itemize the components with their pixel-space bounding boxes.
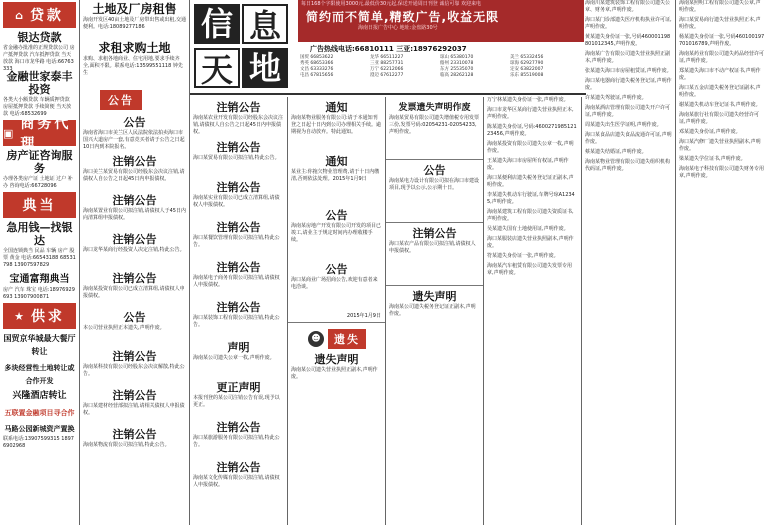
notice-title: 注销公告 xyxy=(216,141,261,154)
branch-phone: 秀英 68653366 xyxy=(300,61,334,66)
lost-notice: 黄某遗失身份证一张,号码460001198801012345,声明作废。 xyxy=(585,34,671,47)
lost-notice: 许某遗失驾驶证,声明作废。 xyxy=(585,95,647,101)
lost-notice: 海口某贸易商行遗失营业执照正本,声明作废。 xyxy=(679,17,761,30)
ad-title: 金融世家泰丰投资 xyxy=(6,70,73,96)
notice-title: 注销公告 xyxy=(216,261,261,274)
notice-body: 海南某投资有限公司已成立清算组,请债权人申报债权。 xyxy=(83,286,185,299)
notice-body: 海口美兰某贸易有限公司经股东会决议注销,请债权人自公告之日起45日内申报债权。 xyxy=(83,169,185,182)
lost-notice: 邓某遗失身份证,声明作废。 xyxy=(679,129,741,135)
branch-phone: 美兰 65332456 xyxy=(510,55,544,60)
ad-title: 银达贷款 xyxy=(17,31,62,44)
notice-title: 更正声明 xyxy=(216,381,261,394)
ad-title: 兴隆酒店转让 xyxy=(12,391,67,401)
lost-notice: 海南某投资有限公司遗失公章一枚,声明作废。 xyxy=(487,141,574,154)
lost-notice: 海南某广告有限公司遗失营业执照正副本,声明作废。 xyxy=(585,51,671,64)
logo-char: 息 xyxy=(242,4,288,44)
lost-notice: 李某遗失机动车行驶证,车牌号琼A12345,声明作废。 xyxy=(487,192,575,205)
notice-title: 注销公告 xyxy=(216,221,261,234)
lost-notice: 海南某建筑工程有限公司遗失资质证书,声明作废。 xyxy=(487,209,574,222)
notice-body: 海口某装饰工程有限公司拟注销,特此公告。 xyxy=(193,315,280,328)
column-1 xyxy=(0,0,80,525)
divider xyxy=(386,285,483,286)
lost-notice: 海口某电器商行遗失税务登记证,声明作废。 xyxy=(585,78,672,91)
column-3 xyxy=(190,97,288,525)
column-4 xyxy=(288,97,386,525)
column-5 xyxy=(386,97,484,525)
lost-notice: 海口某食品店遗失食品流通许可证,声明作废。 xyxy=(585,132,672,145)
notice-body: 海南某农业开发有限公司经股东会决议注销,请债权人自公告之日起45日内申报债权。 xyxy=(193,115,284,135)
notice-body: 海南省海口市美兰区人民法院依法拍卖海口市国兴大道房产一套,有意竞买者请于公告之日起10日内到本院报名。 xyxy=(83,130,185,150)
lost-notice: 海南某电子科技有限公司遗失财务专用章,声明作废。 xyxy=(679,166,765,179)
notice-title: 通知 xyxy=(325,101,348,114)
lost-notice: 谢某遗失机动车登记证书,声明作废。 xyxy=(679,102,761,108)
notice-title: 发票遗失声明作废 xyxy=(398,103,471,113)
ad-text: 各类大小额贷款 车辆质押贷款 房屋抵押贷款 手续简便 当天放款 电话:68532699 xyxy=(3,97,72,117)
lost-notice: 海南某物业管理有限公司遗失组织机构代码证,声明作废。 xyxy=(585,159,671,172)
lost-notice: 周某遗失出生医学证明,声明作废。 xyxy=(585,122,662,128)
category-pawn: 典当 xyxy=(3,192,76,218)
divider xyxy=(386,222,483,223)
divider xyxy=(288,322,385,323)
branch-phone: 琼海 62927790 xyxy=(510,61,544,66)
lost-header: ☻ 遗失 xyxy=(288,325,385,349)
lost-notice: 杨某遗失身份证一张,号码460100197701016789,声明作废。 xyxy=(679,34,765,47)
notice-body: 本报刊登的某公司注销公告有误,现予以更正。 xyxy=(193,395,280,408)
notice-body: 海南某贸易有限公司遗失增值税专用发票三份,发票号码:02054231-02054233,声明作废。 xyxy=(389,115,480,135)
ad-title: 多块经营性土地转让或合作开发 xyxy=(4,363,75,385)
lost-notice: 海口市龙华区某商行遗失营业执照正本,声明作废。 xyxy=(487,107,574,120)
ad-title: 求租求购土地 xyxy=(98,41,171,55)
notice-title: 声明 xyxy=(227,341,250,354)
notice-body: 海南某物流有限公司拟注销,特此公告。 xyxy=(83,442,170,448)
notice-title: 注销公告 xyxy=(112,233,157,246)
notice-body: 海口某贸易有限公司拟注销,特此公告。 xyxy=(193,155,280,161)
notice-title: 注销公告 xyxy=(216,101,261,114)
ad-text: 省金融办批准的正规贷款公司 房产抵押贷款 汽车抵押贷款 当天放款 海口市龙华路 电话:66763333 xyxy=(3,45,75,72)
notice-body: 海南某公司遗失营业执照正副本,声明作废。 xyxy=(291,366,378,380)
banner-topline: 每日168个字限使用3000元,最低价30元起,保送开通周日刊登 诚信可靠 欢迎来电 xyxy=(301,1,481,7)
notice-body: 海南某物业服务有限公司:请于本通知刊登之日起十日内到公司办理相关手续。逾期视为自动放弃。特此通知。 xyxy=(291,115,382,135)
branch-phone: 临高 28262128 xyxy=(440,73,474,78)
lost-notice: 海南某药业有限公司遗失药品经营许可证,声明作废。 xyxy=(679,51,765,64)
logo xyxy=(194,4,294,90)
lost-notice: 张某遗失海口市房屋租赁证,声明作废。 xyxy=(585,68,672,74)
ad-title: 土地及厂房租售 xyxy=(92,2,177,16)
notice-body: 海南某文化传媒有限公司拟注销,请债权人申报债权。 xyxy=(193,475,280,488)
notice-title: 通知 xyxy=(325,155,348,168)
notice-title: 公告 xyxy=(325,263,348,276)
lost-notice: 王某遗失海口市房屋所有权证,声明作废。 xyxy=(487,158,569,171)
notice-body: 海口某餐饮管理有限公司拟注销,特此公告。 xyxy=(193,235,280,248)
lost-notice: 梁某遗失学位证书,声明作废。 xyxy=(679,156,746,162)
notice-body: 海南某公司遗失税务登记证正副本,声明作废。 xyxy=(389,304,476,317)
ad-title: 马路公园新城资产置换 xyxy=(4,424,75,433)
column-2 xyxy=(80,0,190,525)
lost-notice: 万宁林某遗失身份证一张,声明作废。 xyxy=(487,97,569,103)
column-6 xyxy=(484,97,582,525)
branch-phone: 乐东 85519008 xyxy=(510,73,544,78)
category-business: ▣ 商务代理 xyxy=(3,120,76,146)
lost-notice: 海南某汽车租赁有限公司遗失发票专用章,声明作废。 xyxy=(487,263,573,276)
ad-text: 求购、求租各地商业、住宅用地,要求手续齐全,面积不限。联系电话:13599551118 钟先生 xyxy=(83,56,183,76)
notice-list xyxy=(288,101,385,313)
notice-title: 注销公告 xyxy=(112,389,157,402)
notice-title: 公告 xyxy=(123,311,146,324)
lost-list xyxy=(484,97,581,277)
notice-list xyxy=(80,116,189,463)
masthead xyxy=(190,0,586,95)
star-icon: ★ xyxy=(14,309,27,323)
branch-phone: 龙华 66511227 xyxy=(370,55,404,60)
notice-title: 遗失声明 xyxy=(412,290,457,303)
notice-title: 注销公告 xyxy=(412,227,457,240)
ad-text: 办理各类房产证 土地证 过户 补办 咨询电话:66728096 xyxy=(3,176,73,189)
lost-notice: 海南某酒店管理有限公司遗失开户许可证,声明作废。 xyxy=(585,105,671,118)
lost-notice: 符某遗失身份证一张,声明作废。 xyxy=(487,253,559,259)
branch-phone: 澄迈 67612277 xyxy=(370,73,404,78)
branch-phone: 定安 63822007 xyxy=(510,67,544,72)
logo-char: 信 xyxy=(194,4,240,44)
lost-notice: 陈某遗失身份证,号码:460027198512123456,声明作废。 xyxy=(487,124,577,137)
notice-title: 注销公告 xyxy=(112,428,157,441)
notice-body: 海南某公司遗失公章一枚,声明作废。 xyxy=(193,355,275,361)
banner xyxy=(298,0,584,42)
lost-notice: 海口某门诊部遗失医疗机构执业许可证,声明作废。 xyxy=(585,17,672,30)
lost-notice: 海口某汽修厂遗失营业执照副本,声明作废。 xyxy=(679,139,761,152)
notice-body: 海口某旅游服务有限公司拟注销,特此公告。 xyxy=(193,435,280,448)
lost-notice: 海南某照明工程有限公司遗失公章,声明作废。 xyxy=(679,0,761,13)
ad-title: 房产证咨询服务 xyxy=(6,149,73,175)
banner-slogan: 简约而不简单,精致广告,收益无限 xyxy=(306,10,500,24)
notice-title: 注销公告 xyxy=(216,461,261,474)
ad-text: 全国连锁典当 民品 车辆 房产 股票 黄金 电话:66543188 68531798 13907597829 xyxy=(3,248,76,268)
banner-subline: 海南日报广告中心 地址:金盘路30号 xyxy=(358,25,438,31)
notice-body: 海南某电子商务有限公司拟注销,请债权人申报债权。 xyxy=(193,275,280,288)
lost-notice: 郑某遗失海口市不动产权证书,声明作废。 xyxy=(679,68,761,81)
notice-title: 公告 xyxy=(423,164,446,177)
branch-phone: 万宁 62212066 xyxy=(370,67,404,72)
notice-body: 海南某电力设计有限公司拟在海口市建设项目,现予以公示,公示期十日。 xyxy=(389,178,480,191)
branch-listing xyxy=(300,55,584,93)
lost-notice: 海口某服装店遗失营业执照副本,声明作废。 xyxy=(487,236,574,249)
column-8 xyxy=(676,0,768,525)
notice-title: 注销公告 xyxy=(216,301,261,314)
category-loan: ⌂ 贷款 xyxy=(3,2,76,28)
ad-title: 宝通富翔典当 xyxy=(9,274,70,285)
notice-body: 本公司营业执照正本遗失,声明作废。 xyxy=(83,325,165,331)
notice-body: 海南某置业有限公司拟注销,请债权人于45日内向清算组申报债权。 xyxy=(83,208,186,221)
category-supply: ★ 供求 xyxy=(3,303,76,329)
ad-title: 急用钱—找银达 xyxy=(6,221,73,247)
branch-phone: 三亚 88257731 xyxy=(370,61,404,66)
house-icon: ⌂ xyxy=(15,8,26,22)
ad-title: 国贸京华城最大餐厅转让 xyxy=(3,333,76,356)
notice-body: 海南某科技有限公司经股东会决议解散,特此公告。 xyxy=(83,364,185,377)
lost-notice: 海南川某建筑装饰工程有限公司遗失公章、财务章,声明作废。 xyxy=(585,0,671,13)
lost-notice: 海南某旅行社有限公司遗失经营许可证,声明作废。 xyxy=(679,112,760,125)
notice-title: 注销公告 xyxy=(216,181,261,194)
lost-notice: 蔡某遗失结婚证,声明作废。 xyxy=(585,149,647,155)
branch-phone: 琼山 65380170 xyxy=(440,55,474,60)
notice-title: 公告 xyxy=(123,116,146,129)
ad-text: 房产 汽车 珠宝 电话:18976929693 13907900871 xyxy=(3,287,75,300)
notice-body: 海南某房地产开发有限公司开发的项目已竣工,请业主于规定时间内办理收楼手续。 xyxy=(291,223,382,243)
logo-char: 地 xyxy=(242,48,288,88)
notice-body: 海口龙华某商行经投资人决定注销,特此公告。 xyxy=(83,247,185,253)
branch-phone: 儋州 23310078 xyxy=(440,61,474,66)
notice-body: 海口某商业广场招商公告,欢迎有意者来电洽谈。 xyxy=(291,277,378,290)
lost-list xyxy=(676,0,768,180)
notice-title: 注销公告 xyxy=(112,350,157,363)
lost-notice: 海口某五金店遗失税务登记证副本,声明作废。 xyxy=(679,85,761,98)
notice-body: 某业主:你拖欠物业管理费,请于十日内缴清,否则依法处理。2015年1月9日 xyxy=(291,169,380,182)
notice-title: 遗失声明 xyxy=(314,352,359,366)
ad-text: 海南开发区40亩土地及厂房带出售或出租,交通便利。电话:18089277186 xyxy=(83,17,186,30)
hotline: 广告热线电话:66810111 三亚:18976292037 xyxy=(310,45,467,53)
notice-title: 注销公告 xyxy=(112,194,157,207)
branch-phone: 东方 25535070 xyxy=(440,67,474,72)
ad-text: 联系电话:13907599315 18976902968 xyxy=(3,436,74,449)
notice-title: 注销公告 xyxy=(112,272,157,285)
notice-bar: 公告 xyxy=(80,86,189,112)
branch-phone: 屯昌 67815656 xyxy=(300,73,334,78)
briefcase-icon: ▣ xyxy=(3,126,17,140)
lost-notice: 海口某便利店遗失税务登记证正副本,声明作废。 xyxy=(487,175,574,188)
logo-char: 天 xyxy=(194,48,240,88)
lost-notice: 吴某遗失国有土地使用证,声明作废。 xyxy=(487,226,569,232)
notice-title: 公告 xyxy=(325,209,348,222)
divider xyxy=(386,159,483,160)
notice-title: 注销公告 xyxy=(216,421,261,434)
notice-body: 海口某建材经营部拟注销,请相关债权人申报债权。 xyxy=(83,403,185,416)
notice-date: 2015年1月9日 xyxy=(346,313,381,319)
branch-phone: 国贸 66853622 xyxy=(300,55,334,60)
column-7 xyxy=(582,0,676,525)
ad-title: 五联置金融项目寻合作 xyxy=(4,408,75,417)
notice-body: 海口某农产品有限公司拟注销,请债权人申报债权。 xyxy=(389,241,476,254)
notice-list xyxy=(190,101,287,497)
pig-icon: ☻ xyxy=(308,331,324,347)
lost-list xyxy=(582,0,675,173)
notice-title: 注销公告 xyxy=(112,155,157,168)
notice-body: 海南某实业有限公司已成立清算组,请债权人申报债权。 xyxy=(193,195,280,208)
branch-phone: 文昌 63333276 xyxy=(300,67,334,72)
